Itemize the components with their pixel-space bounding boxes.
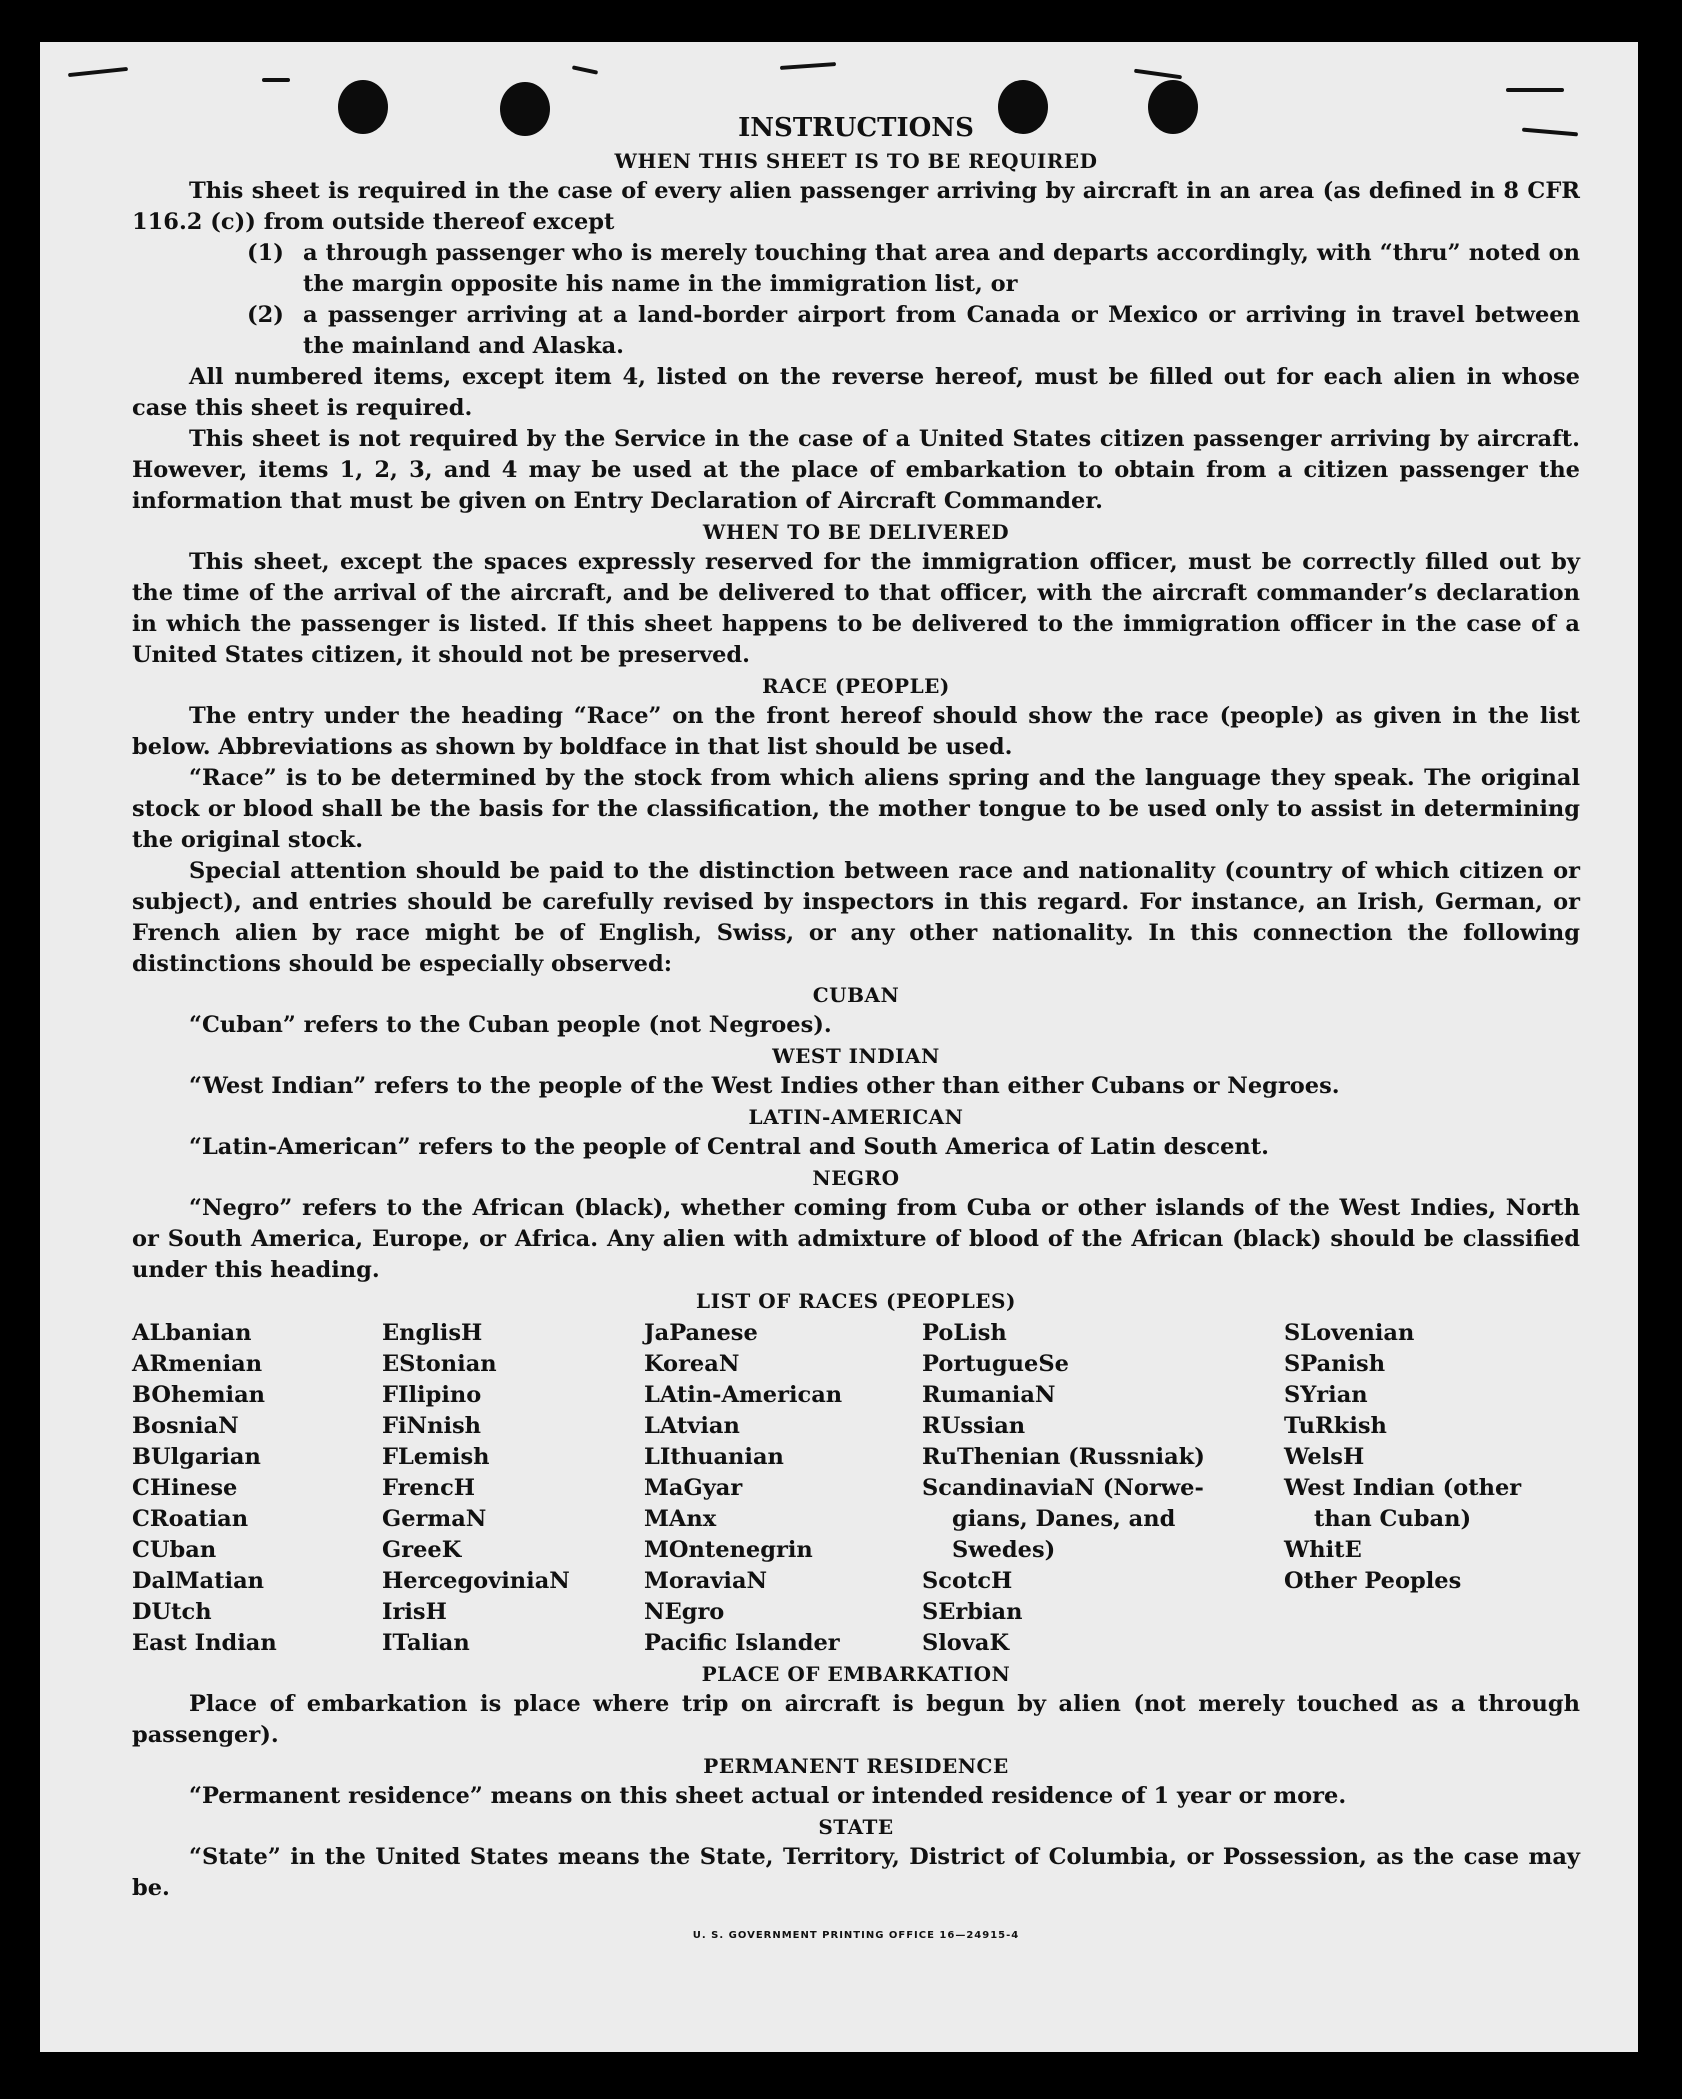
definition: “Cuban” refers to the Cuban people (not Negroes). (189, 1012, 832, 1038)
races-column (382, 1318, 644, 1659)
race-entry: EnglisH (382, 1320, 483, 1346)
paragraph: This sheet, except the spaces expressly reserved for the immigration officer, must be correctly filled out by the time of the arrival of the aircraft, and be delivered to that officer, with the aircraft commander’s declaration in which the passenger is listed. If this sheet happens to be delivered to the immigration officer in the case of a United States citizen, it should not be preserved. (132, 549, 1580, 668)
instructions-content (132, 110, 1580, 1951)
race-entry: WelsH (1284, 1444, 1365, 1470)
race-entry: IrisH (382, 1599, 447, 1625)
race-entry: Other Peoples (1284, 1568, 1462, 1594)
definition: “Permanent residence” means on this sheet actual or intended residence of 1 year or more. (189, 1783, 1347, 1809)
scan-mark (68, 67, 128, 77)
item-text: a passenger arriving at a land-border airport from Canada or Mexico or arriving in travel between the mainland and Alaska. (303, 302, 1580, 359)
race-entry: PoLish (922, 1320, 1007, 1346)
section-heading-embarkation: PLACE OF EMBARKATION (701, 1662, 1011, 1686)
section-heading-race: RACE (PEOPLE) (762, 674, 950, 698)
item-number: (2) (247, 302, 284, 328)
race-entry: MAnx (644, 1506, 717, 1532)
definition: “State” in the United States means the State, Territory, District of Columbia, or Possession, as the case may be. (132, 1844, 1580, 1901)
section-heading-latin-american: LATIN-AMERICAN (748, 1105, 964, 1129)
section-heading-races-list: LIST OF RACES (PEOPLES) (696, 1289, 1016, 1313)
race-entry: RuThenian (Russniak) (922, 1444, 1205, 1470)
paragraph: All numbered items, except item 4, listed on the reverse hereof, must be filled out for each alien in whose case this sheet is required. (132, 364, 1580, 421)
race-entry: FLemish (382, 1444, 490, 1470)
race-entry: ScandinaviaN (Norwe- (922, 1475, 1204, 1501)
race-entry: SErbian (922, 1599, 1023, 1625)
race-entry: TuRkish (1284, 1413, 1387, 1439)
race-entry: Pacific Islander (644, 1630, 840, 1656)
section-heading-west-indian: WEST INDIAN (772, 1044, 940, 1068)
scan-mark (1506, 88, 1564, 92)
race-entry: FiNnish (382, 1413, 482, 1439)
race-entry: CHinese (132, 1475, 238, 1501)
scan-mark (780, 62, 836, 70)
page-title: INSTRUCTIONS (738, 113, 974, 143)
race-entry: East Indian (132, 1630, 277, 1656)
section-heading-cuban: CUBAN (812, 983, 900, 1007)
race-entry: CUban (132, 1537, 217, 1563)
races-list (132, 1318, 1580, 1659)
race-entry: CRoatian (132, 1506, 249, 1532)
race-entry: BUlgarian (132, 1444, 261, 1470)
definition: “West Indian” refers to the people of the West Indies other than either Cubans or Negroes. (189, 1073, 1340, 1099)
section-heading-delivered: WHEN TO BE DELIVERED (702, 520, 1010, 544)
race-entry: SPanish (1284, 1351, 1386, 1377)
race-entry: GreeK (382, 1537, 462, 1563)
race-entry: ARmenian (132, 1351, 263, 1377)
scan-mark (1134, 69, 1182, 80)
exception-item (247, 300, 1580, 362)
race-entry: PortugueSe (922, 1351, 1069, 1377)
paragraph: The entry under the heading “Race” on the front hereof should show the race (people) as given in the list below. Abbreviations as shown by boldface in that list should be used. (132, 703, 1580, 760)
race-entry: DUtch (132, 1599, 212, 1625)
printer-imprint: U. S. GOVERNMENT PRINTING OFFICE 16—24915-4 (692, 1930, 1020, 1941)
races-column (1284, 1318, 1544, 1659)
race-entry: RUssian (922, 1413, 1026, 1439)
race-entry: MoraviaN (644, 1568, 768, 1594)
race-entry: LAtin-American (644, 1382, 843, 1408)
race-entry-continued: than Cuban) (1314, 1506, 1472, 1532)
scan-mark (262, 78, 290, 82)
race-entry: SlovaK (922, 1630, 1010, 1656)
race-entry: DalMatian (132, 1568, 265, 1594)
race-entry: BOhemian (132, 1382, 266, 1408)
race-entry: EStonian (382, 1351, 497, 1377)
race-entry-continued: gians, Danes, and (952, 1506, 1176, 1532)
definition: Place of embarkation is place where trip on aircraft is begun by alien (not merely touched as a through passenger). (132, 1691, 1580, 1748)
races-column (922, 1318, 1284, 1659)
race-entry: LIthuanian (644, 1444, 784, 1470)
race-entry: West Indian (other (1284, 1475, 1522, 1501)
item-number: (1) (247, 240, 284, 266)
race-entry: HercegoviniaN (382, 1568, 570, 1594)
section-heading-residence: PERMANENT RESIDENCE (703, 1754, 1009, 1778)
races-column (644, 1318, 922, 1659)
race-entry: WhitE (1284, 1537, 1362, 1563)
races-column (132, 1318, 382, 1659)
race-entry: SYrian (1284, 1382, 1368, 1408)
paragraph: “Race” is to be determined by the stock from which aliens spring and the language they speak. The original stock or blood shall be the basis for the classification, the mother tongue to be used only to assist in determining the original stock. (132, 765, 1580, 853)
race-entry: ALbanian (132, 1320, 252, 1346)
exception-item (247, 238, 1580, 300)
race-entry: ITalian (382, 1630, 470, 1656)
definition: “Latin-American” refers to the people of Central and South America of Latin descent. (189, 1134, 1269, 1160)
paragraph: This sheet is required in the case of every alien passenger arriving by aircraft in an area (as defined in 8 CFR 116.2 (c)) from outside thereof except (132, 178, 1580, 235)
race-entry: FIlipino (382, 1382, 482, 1408)
paragraph: Special attention should be paid to the distinction between race and nationality (country of which citizen or subject), and entries should be carefully revised by inspectors in this regard. For instance, an Irish, German, or French alien by race might be of English, Swiss, or any other nationality. In this connection the following distinctions should be especially observed: (132, 858, 1580, 977)
race-entry: RumaniaN (922, 1382, 1056, 1408)
race-entry: JaPanese (644, 1320, 758, 1346)
race-entry: FrencH (382, 1475, 476, 1501)
section-heading-state: STATE (818, 1815, 894, 1839)
race-entry: ScotcH (922, 1568, 1013, 1594)
race-entry: NEgro (644, 1599, 725, 1625)
race-entry: KoreaN (644, 1351, 740, 1377)
section-heading-required: WHEN THIS SHEET IS TO BE REQUIRED (614, 149, 1098, 173)
race-entry: MaGyar (644, 1475, 743, 1501)
race-entry: SLovenian (1284, 1320, 1415, 1346)
race-entry: MOntenegrin (644, 1537, 813, 1563)
item-text: a through passenger who is merely touching that area and departs accordingly, with “thru” noted on the margin opposite his name in the immigration list, or (303, 240, 1580, 297)
race-entry: BosniaN (132, 1413, 239, 1439)
race-entry: LAtvian (644, 1413, 740, 1439)
scan-mark (572, 65, 598, 74)
document-page (40, 42, 1638, 2052)
race-entry-continued: Swedes) (952, 1537, 1056, 1563)
section-heading-negro: NEGRO (812, 1166, 900, 1190)
definition: “Negro” refers to the African (black), whether coming from Cuba or other islands of the West Indies, North or South America, Europe, or Africa. Any alien with admixture of blood of the African (black) should be classified under this heading. (132, 1195, 1580, 1283)
race-entry: GermaN (382, 1506, 487, 1532)
paragraph: This sheet is not required by the Service in the case of a United States citizen passenger arriving by aircraft. However, items 1, 2, 3, and 4 may be used at the place of embarkation to obtain from a citizen passenger the information that must be given on Entry Declaration of Aircraft Commander. (132, 426, 1580, 514)
